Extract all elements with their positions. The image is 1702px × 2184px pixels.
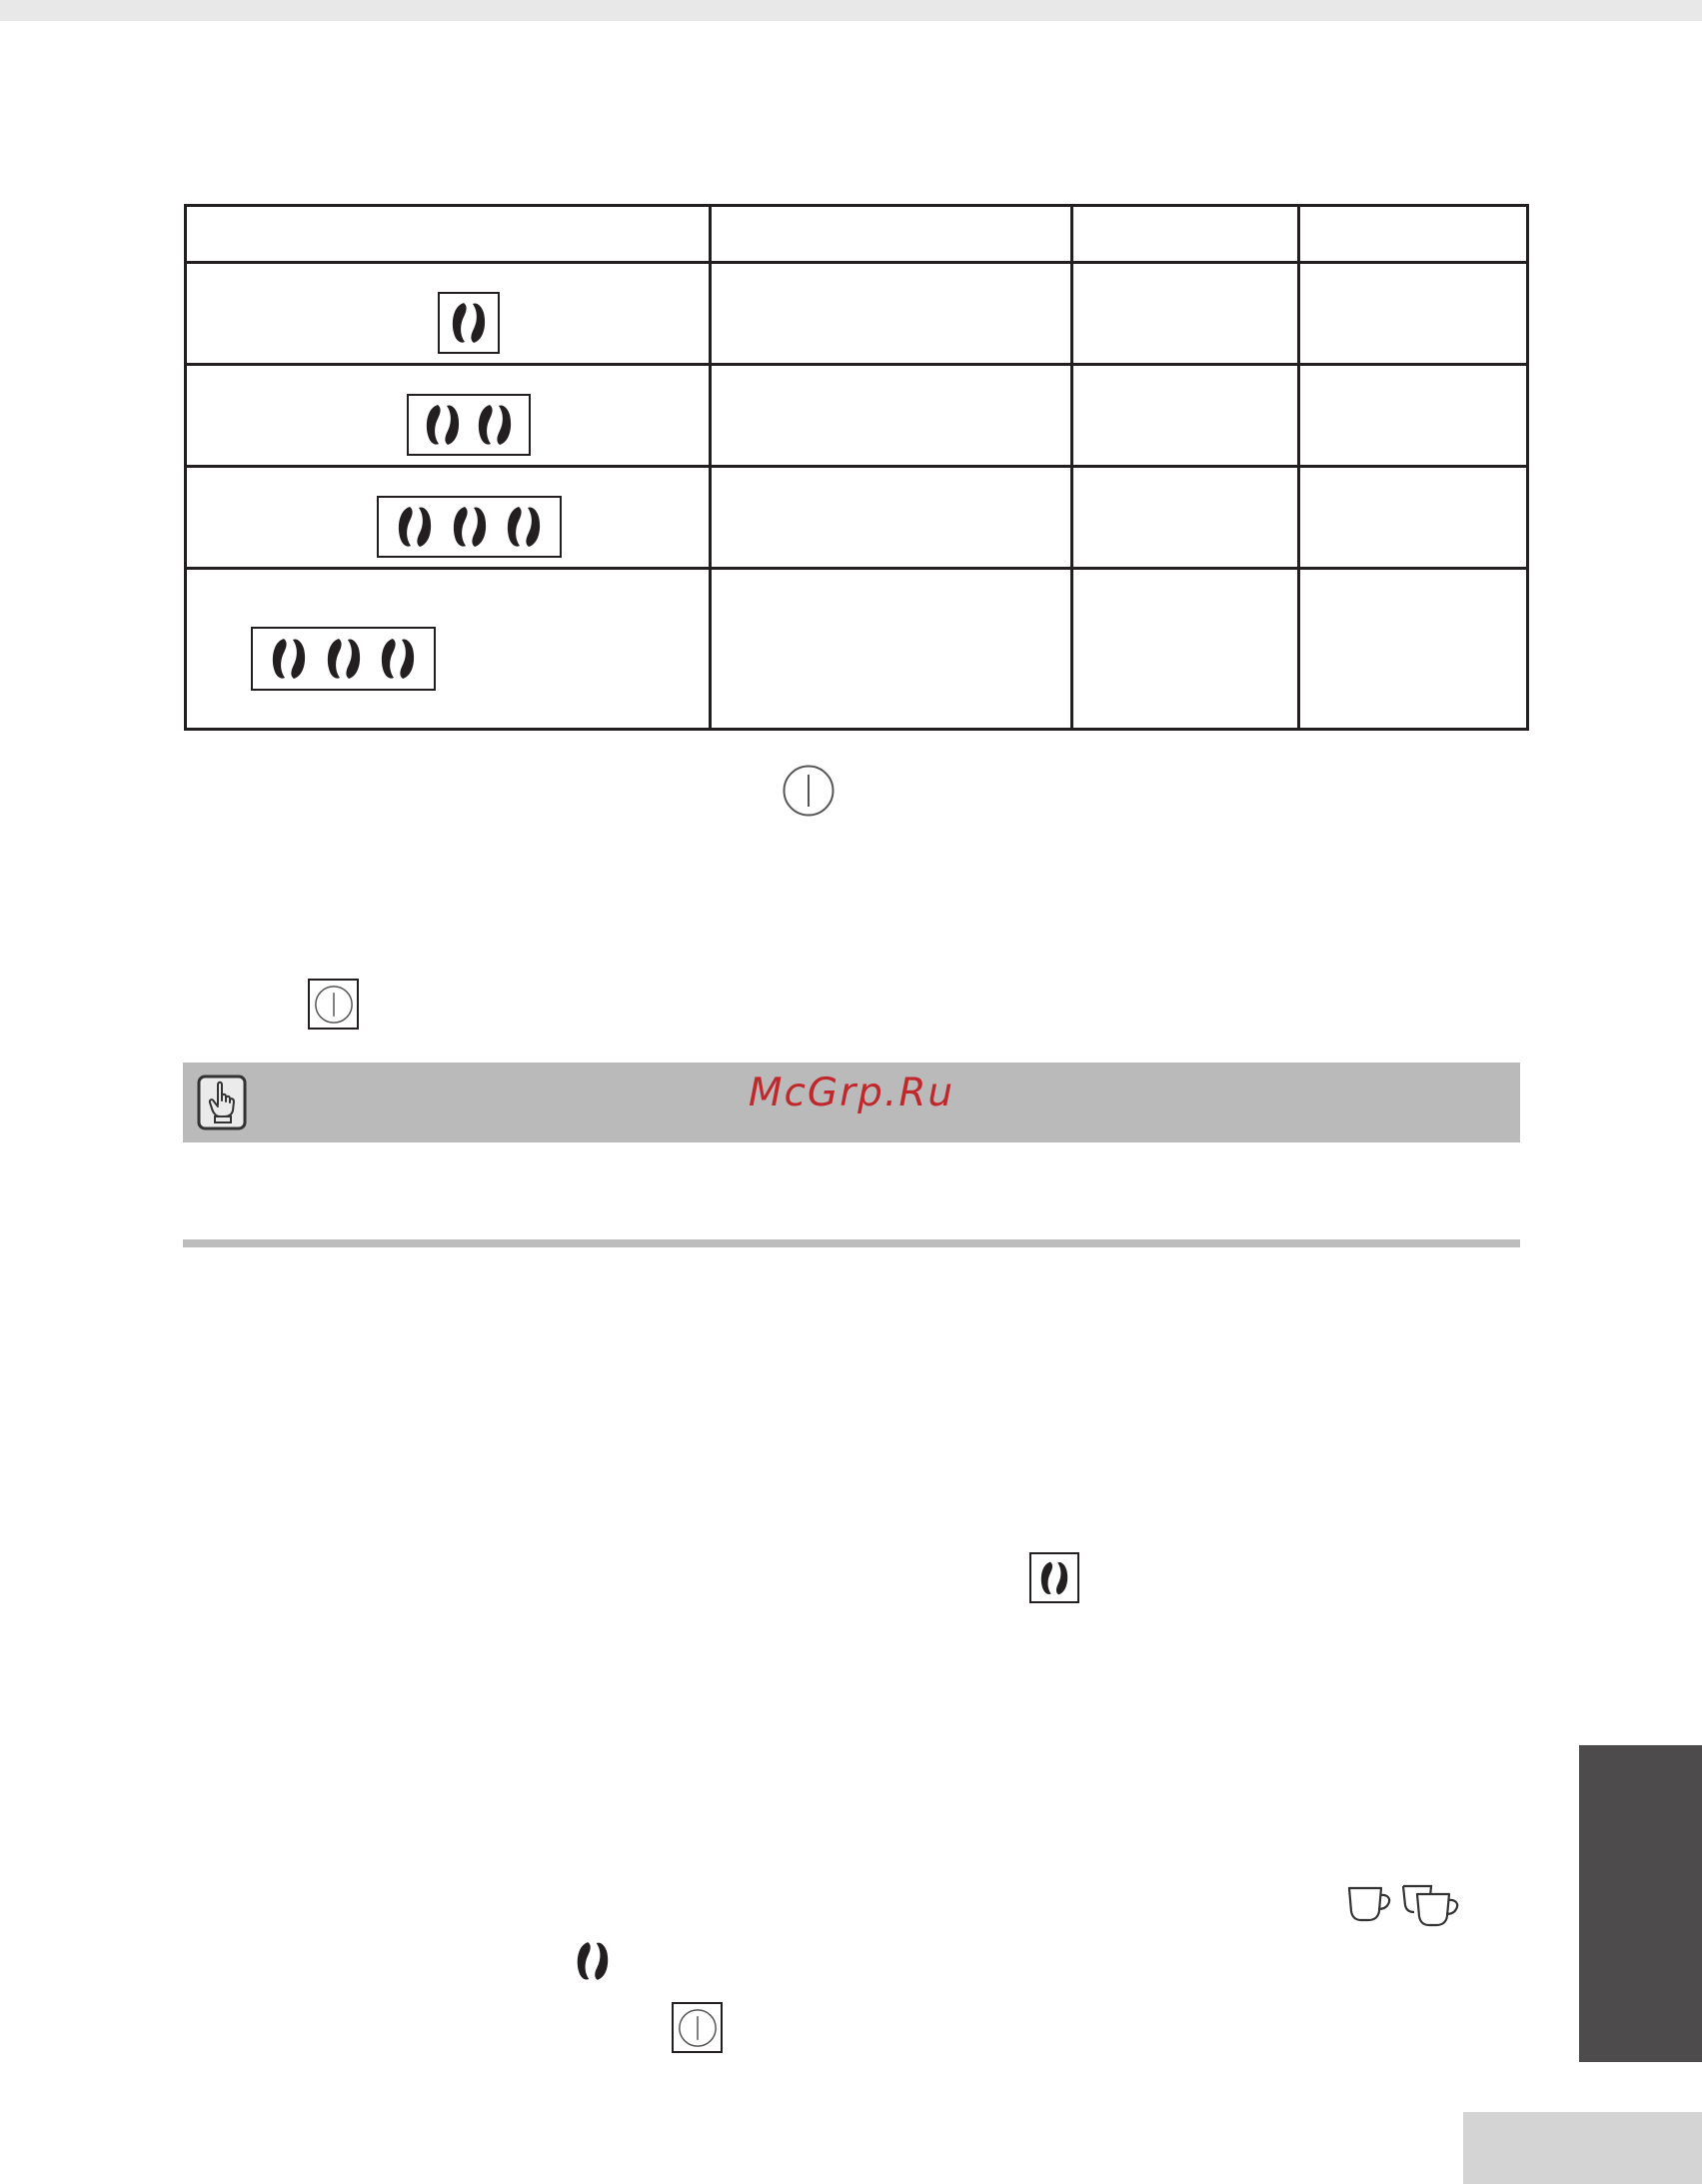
table-cell — [1299, 263, 1528, 365]
coffee-bean-icon — [506, 505, 542, 549]
coffee-bean-icon — [397, 505, 433, 549]
coffee-bean-icon — [452, 505, 488, 549]
coffee-bean-icon — [1039, 1560, 1069, 1596]
table-cell — [1072, 263, 1299, 365]
watermark-text: McGrp.Ru — [748, 1071, 955, 1115]
coffee-bean-icon — [425, 403, 461, 447]
coffee-bean-icon — [326, 637, 362, 681]
coffee-bean-icon — [477, 403, 513, 447]
table-cell — [711, 206, 1072, 263]
table-header-row — [186, 206, 1528, 263]
table-cell — [186, 206, 711, 263]
table-cell — [711, 365, 1072, 467]
strength-2-bean-box — [407, 394, 531, 456]
strength-3-bean-box-alt — [251, 627, 436, 691]
table-cell — [186, 263, 711, 365]
table-cell — [711, 467, 1072, 569]
table-cell — [1072, 206, 1299, 263]
section-side-tab — [1579, 1745, 1702, 2062]
double-cup-icon — [1401, 1883, 1463, 1929]
table-cell — [1299, 206, 1528, 263]
table-cell — [711, 569, 1072, 730]
power-button[interactable] — [672, 2002, 723, 2053]
note-bar — [183, 1063, 1520, 1142]
section-divider — [183, 1239, 1520, 1247]
strength-table — [184, 204, 1529, 731]
table-cell — [711, 263, 1072, 365]
table-row — [186, 263, 1528, 365]
strength-3-bean-box — [377, 496, 562, 558]
table-cell — [1299, 467, 1528, 569]
cup-icon — [1347, 1885, 1395, 1923]
power-button[interactable] — [308, 979, 359, 1030]
page-number-box — [1463, 2112, 1702, 2184]
table-cell — [186, 569, 711, 730]
coffee-bean-icon — [271, 637, 307, 681]
power-icon — [782, 764, 836, 818]
coffee-bean-icon — [451, 301, 487, 345]
power-icon — [678, 2008, 718, 2048]
table-row — [186, 365, 1528, 467]
table-row — [186, 467, 1528, 569]
power-icon — [314, 985, 354, 1025]
table-cell — [1072, 569, 1299, 730]
table-cell — [1299, 365, 1528, 467]
table-cell — [186, 467, 711, 569]
table-cell — [1299, 569, 1528, 730]
coffee-bean-icon — [576, 1940, 610, 1982]
bean-strength-button[interactable] — [1029, 1552, 1079, 1603]
top-band — [0, 0, 1702, 21]
strength-1-bean-box — [438, 292, 500, 354]
table-cell — [186, 365, 711, 467]
table-row — [186, 569, 1528, 730]
table-cell — [1072, 467, 1299, 569]
coffee-bean-icon — [380, 637, 416, 681]
table-cell — [1072, 365, 1299, 467]
